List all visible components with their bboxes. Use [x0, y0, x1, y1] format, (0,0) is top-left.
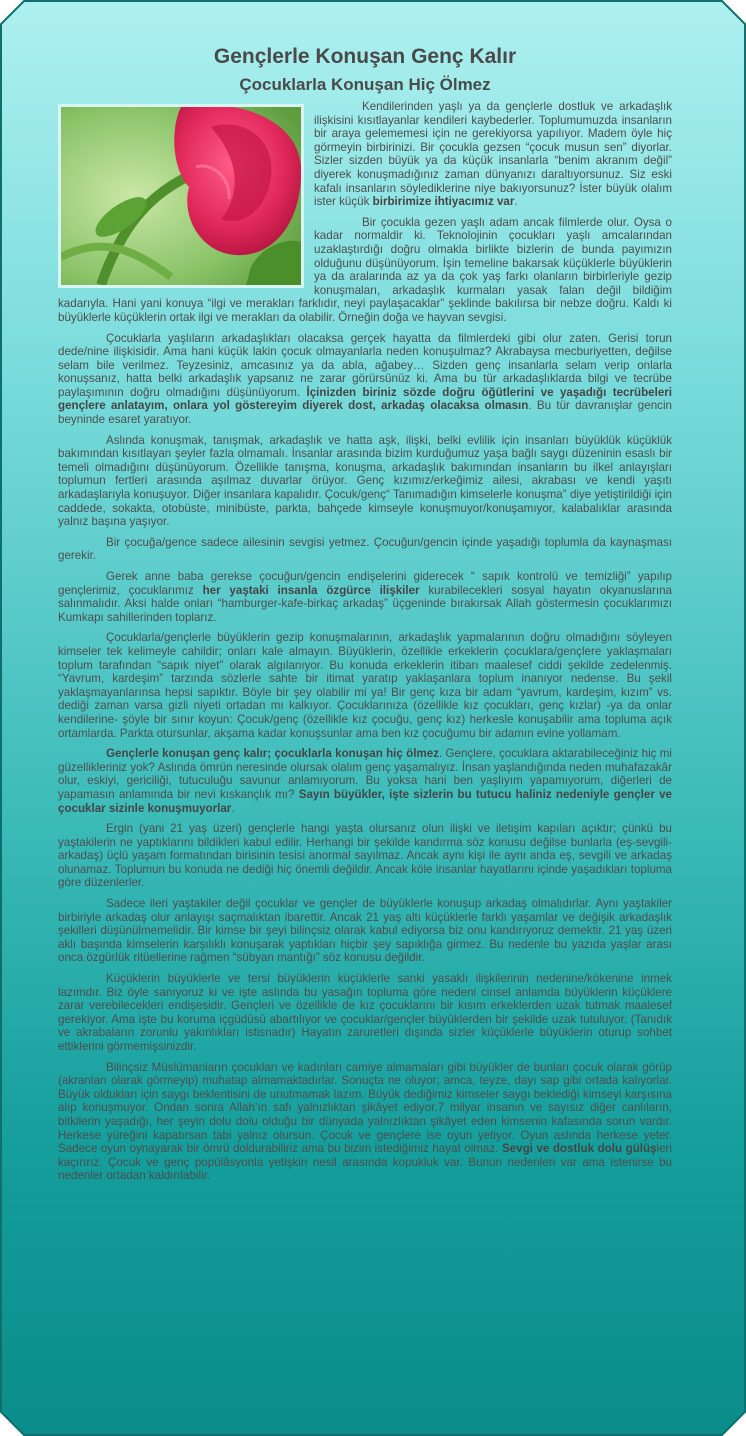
bold-text: İçinizden biriniz sözde doğru öğütlerini ve yaşadığı tecrübeleri gençlere anlatayım, onlara yol göstereyim diyerek dost, arkadaş olacaksa olmasın: [58, 385, 672, 413]
paragraph: [58, 972, 672, 1054]
paragraph: [58, 631, 672, 740]
text-segment: Bilinçsiz Müslümanların çocukları ve kadınları camiye almamaları gibi büyükler de bunları çocuk olarak görüp (akranları olarak görmeyip) muhatap almamaktadırlar. Sonuçta ne oluyor; amca, teyze, dayı sap gibi ortada kalıyorlar. Büyük oldukları için saygı beklentisini de unutmamak lazım. Büyük dediğimiz kimseler saygı beklediği kimseyi karşısına alıp konuşmuyor. Ondan sonra Allah’ın safı yalnızlıktan şikâyet ediyor.7 milyar insanın ve sayısız diğer canlıların, bitkilerin yaşadığı, her şeyin dolu dolu olduğu bir dünyada yalnızlıktan şikâyet eden kimsenin kafasında sorun vardır. Herkese yüreğini kapatırsan tabi yalnız olursun. Çocuk ve gençlere ise oyun yetiyor. Oyun aslında herkese yeter. Sadece oyun oynayarak bir ömrü doldurabiliriz ama bu bizim istediğimiz hayat olmaz.: [58, 1060, 672, 1156]
text-segment: kurabilecekleri sosyal hayatın okyanuslarına salınmalıdır. Aksi halde onları “hamburger-kafe-birkaç arkadaş” üçgeninde bırakırsak Allah göstermesin çocuklarımızı Kumkapı sahillerinden toplarız.: [58, 583, 672, 624]
paragraph: [58, 434, 672, 529]
text-segment: Gerek anne baba gerekse çocuğun/gencin endişelerini giderecek “ sapık kontrolü ve temizliği” yapılıp gençlerimiz, çocuklarımız: [58, 570, 672, 597]
paragraph: [58, 570, 672, 624]
article-subtitle: Çocuklarla Konuşan Hiç Ölmez: [239, 75, 491, 94]
text-segment: .: [231, 801, 235, 815]
article-title: Gençlerle Konuşan Genç Kalır: [213, 45, 517, 68]
text-segment: Çocuklarla yaşlıların arkadaşlıkları olacaksa gerçek hayatta da filmlerdeki gibi olur zaten. Gerisi torun dede/nine ilişkisidir. Ama hani küçük lakin çocuk olmayanlarla neden konuşulmaz? Akrabaysa mecburiyetten, değilse selam bile verilmez. Teyzesiniz, amcasınız ya da abla, ağabey… Sizden genç insanlarla selam verip onlarla konuşsanız, hatta belki arkadaşlık yapsanız ne zarar görürsünüz ki. Ama bu tür arkadaşlıklarda bilgi ve tecrübe paylaşımının doğru olmadığını düşünüyorum.: [58, 331, 672, 399]
rose-photo: [58, 104, 304, 288]
paragraph: [58, 897, 672, 965]
text-segment: Bir çocukla gezen yaşlı adam ancak filmlerde olur. Oysa o kadar normaldir ki. Teknolojinin çocukları yaşlı amcalarından uzaklaştırdığı doğru olmakla birlikte bizlerin de bunda payımızın olduğunu düşünüyorum. İşin temeline bakarsak küçüklerle büyüklerin ya da aralarında az ya da çok yaş farkı olanların birbirleriyle gezip konuşmaları, arkadaşlık kurmaları yasak falan değil bildiğim kadarıyla. Hani yani konuya “ilgi ve merakları farklıdır, neyi paylaşacaklar” şeklinde bakılırsa bir nebze doğru. Kaldı ki büyüklerle küçüklerin ortak ilgi ve merakları da olabilir. Örneğin doğa ve hayvan sevgisi.: [58, 215, 672, 324]
text-segment: Çocuklarla/gençlerle büyüklerin gezip konuşmalarının, arkadaşlık yapmalarının doğru olmadığını söyleyen kimseler tek kelimeyle cahildir; onları kale almayın. Büyüklerin, özellikle erkeklerin çocuklara/gençlere yaklaşmaları toplum tarafından “sapık niyet” olarak algılanıyor. Bu konuda erkeklerin itibarı maalesef ciddi şekilde zedelenmiş. “Yavrum, kardeşim” tarzında sözlerle sahte bir itimat yaratıp yaklaşanlara toplum inanıyor nedense. Bu şekil yaklaşmayanlarınsa hepsi sapıktır. Böyle bir şey olabilir mi ya! Bir genç kıza bir adam “yavrum, kardeşim, kızım” vs. dediği zaman varsa gizli niyeti ortadan mı kalkıyor. Çocuklarınıza (özellikle kız çocukları, genç kızlar) -ya da onlar kendilerine- şöyle bir sınır koyun: Çocuk/genç (özellikle kız çocuğu, genç kız) herkesle konuşabilir ama topluma açık ortamlarda. Parkta otursunlar, akşama kadar konuşsunlar ama ben kız çocuğumu bir adamın evine yollamam.: [58, 631, 672, 740]
paragraph: [58, 1061, 672, 1183]
text-segment: Kendilerinden yaşlı ya da gençlerle dostluk ve arkadaşlık ilişkisini kısıtlayanlar kendileri kaybederler. Toplumumuzda insanların bir araya gelememesi için ne gerekiyorsa yapılıyor. Madem öyle hiç görmeyin birbirinizi. Bir çocukla gezsen “çocuk musun sen” diyorlar. Sizler sizden büyük ya da küçük insanlarla “benim akranım değil” diyerek konuşmadığınız zaman dünyanızı daraltıyorsunuz. Siz eski kafalı insanların söylediklerine niye bakıyorsunuz? İster büyük olalım ister küçük: [314, 100, 672, 209]
article: [58, 40, 672, 1190]
text-segment: Bir çocuğa/gence sadece ailesinin sevgisi yetmez. Çocuğun/gencin içinde yaşadığı toplumla da kaynaşması gerekir.: [58, 535, 672, 563]
text-segment: Sadece ileri yaştakiler değil çocuklar ve gençler de büyüklerle konuşup arkadaş olmalıdırlar. Aynı yaştakiler birbiriyle arkadaş olur anlayışı saçmalıktan ibarettir. Ancak 21 yaş altı küçüklerle farklı yaşamlar ve değişik arkadaşlık şekilleri düşünülmemelidir. Bir kimse bir şeyi bilinçsiz olarak kabul ediyorsa biz onu kandırıyoruz demektir. 21 yaş üzeri aklı başında kimselerin karşılıklı konuşarak yaptıkları hiçbir şey sapıklığa girmez. Bu nedenle bu yazıda yaşlar arası onca özgürlük ritüellerine rağmen “sübyan mantığı” söz konusu değildir.: [58, 897, 672, 965]
text-segment: . Bu tür davranışlar gencin beyninde esaret yaratıyor.: [58, 399, 672, 427]
text-segment: Aslında konuşmak, tanışmak, arkadaşlık ve hatta aşk, ilişki, belki evlilik için insanları büyüklük küçüklük bakımından kısıtlayan şeyler fazla olmamalı. İnsanlar arasında bizim kurduğumuz yaşa bağlı saygı düzeninin esaslı bir temeli olmadığını düşünüyorum. Özellikle tanışma, konuşma, arkadaşlık bakımından insanların bu ilkel anlayışları toplumun fertleri arasında aşılmaz duvarlar örüyor. Genç kızımız/erkeğimiz ailesi, akrabası ve kendi yaşıtı arkadaşlarıyla konuşuyor. Diğer insanlara kapalıdır. Çocuk/genç“ Tanımadığın kimselerle konuşma” diye yetiştirildiği için caddede, sokakta, otobüste, minibüste, parkta, bahçede kimseyle konuşmuyor/konuşamıyor, kalabalıklar arasında yalnız başına yaşıyor.: [58, 433, 672, 529]
bold-text: Sayın büyükler, işte sizlerin bu tutucu haliniz nedeniyle gençler ve çocuklar sizinle konuşmuyorlar: [58, 787, 672, 815]
paragraph: [58, 822, 672, 890]
bold-text: her yaştaki insanla özgürce ilişkiler: [202, 583, 420, 597]
text-segment: .: [514, 195, 518, 209]
text-segment: . Gençlere, çocuklara aktarabileceğiniz hiç mi güzellikleriniz yok? Aslında ömrün neresinde olursak olalım genç yaşamalıyız. İnsan yaşlandığında neden muhafazakâr olur, eskiyi, gericiliği, tutuculuğu savunur anlamıyorum. Bu yoksa hani ben yaşlıyım yapamıyorum, diğerleri de yapamasın anlamında bir nevi kıskançlık mı?: [58, 747, 672, 801]
paragraph: [58, 747, 672, 815]
rose-icon: [61, 107, 301, 285]
paragraph: [58, 536, 672, 563]
bold-text: Gençlerle konuşan genç kalır; çocuklarla konuşan hiç ölmez: [106, 747, 439, 761]
text-segment: Küçüklerin büyüklerle ve tersi büyüklerin küçüklerle sanki yasaklı ilişkilerinin nedenine/kökenine inmek lazımdır. Biz öyle sanıyoruz ki ve işte aslında bu yasağın topluma göre nedeni cinsel anlamda büyüklerin küçüklere zarar verebilecekleri endişesidir. Gençleri ve özellikle de kız çocuklarını bir kısım erkeklerden uzak tutmak maalesef gerekiyor. Ama işte bu koruma içgüdüsü abartılıyor ve çocuklar/gençler büyüklerden bir şekilde uzak tutuluyor. (Tanıdık ve akrabaların zorunlu yakınlıkları istisnadır) Hayatın zaruretleri dışında sizler küçüklerle büyüklerin oturup sohbet ettiklerini görmemişsinizdir.: [58, 972, 672, 1053]
text-segment: leri kaçırırız. Çocuk ve genç popülâsyonla yetişkin nesil arasında kopukluk var. Bunun nedenleri var ama istenirse bu nedenler ortadan kaldırılabilir.: [58, 1142, 672, 1183]
bold-text: Sevgi ve dostluk dolu gülüş: [501, 1142, 657, 1156]
bold-text: birbirimize ihtiyacımız var: [372, 195, 515, 209]
text-segment: Ergin (yani 21 yaş üzeri) gençlerle hangi yaşta olursanız olun ilişki ve iletişim kapıları açıktır; çünkü bu yaştakilerin ne yaptıklarını bildikleri kabul edilir. Herhangi bir şekilde kandırma söz konusu değilse bunlarla (eş-sevgili-arkadaş) üçlü yaşam formatından birisinin tesisi anormal sayılmaz. Ancak aynı kişi ile aynı anda eş, sevgili ve arkadaş olunamaz. Toplumun bu konuda ne dediği hiç önemli değildir. Ancak köle insanlar hayatlarını içinde yaşadıkları topluma göre düzenlerler.: [58, 822, 672, 890]
paragraph: [58, 332, 672, 427]
